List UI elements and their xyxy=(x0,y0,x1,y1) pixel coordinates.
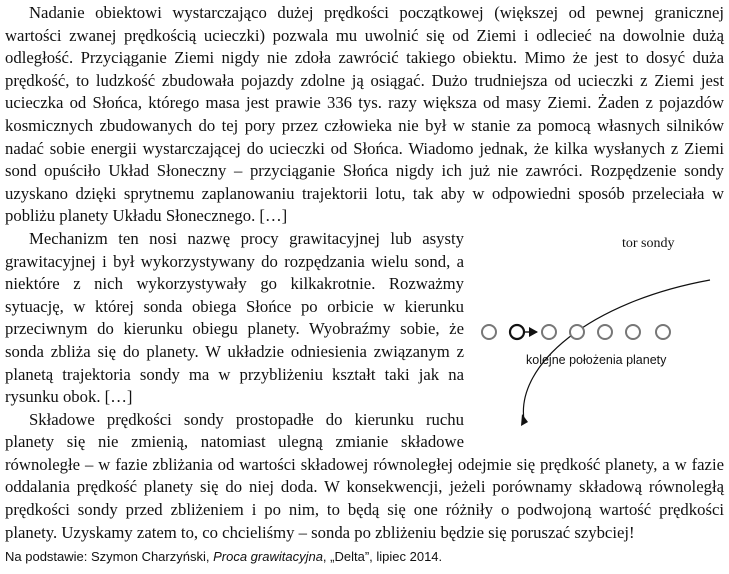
source-suffix: , „Delta”, lipiec 2014. xyxy=(322,549,443,565)
paragraph-3: Składowe prędkości sondy prostopadłe do kierunku ruchu planety się nie zmienią, natomiast ulegną zmianie składowe równoległe – w fazie zbliżania od wartości składowej równoległej odejmie się prędkość planety, a w fazie oddalania prędkość planety się do niej doda. W konsekwencji, jeżeli porównamy składową równoległą prędkości sondy przed zbliżeniem i po nim, to będą się one różniły o podwojoną wartość prędkości planety. Uzyskamy zatem to, co chcieliśmy – sonda po zbliżeniu będzie się poruszać szybciej! xyxy=(5,409,724,542)
planet-position xyxy=(656,325,670,339)
source-citation xyxy=(5,548,724,566)
planet-position xyxy=(542,325,556,339)
planet-position xyxy=(482,325,496,339)
paragraph-2: Mechanizm ten nosi nazwę procy grawitacyjnej lub asysty grawitacyjnej i był wykorzystywany do rozpędzania wielu sond, a niektóre z nich wykorzystywały go kilkakrotnie. Rozważmy sytuację, w której sonda obiega Słońce po orbicie w kierunku przeciwnym do kierunku obiegu planety. Wyobraźmy sobie, że sonda zbliża się do planety. W układzie odniesienia związanym z planetą trajektoria sondy ma w przybliżeniu kształt taki jak na rysunku obok. […] xyxy=(5,228,464,407)
planet-positions xyxy=(482,325,670,339)
probe-arrow xyxy=(521,414,528,426)
source-title: Proca grawitacyjna xyxy=(213,549,323,565)
planet-position xyxy=(570,325,584,339)
planet-position xyxy=(598,325,612,339)
gravity-assist-figure xyxy=(474,230,724,440)
planet-position-current xyxy=(510,325,524,339)
paragraph-1: Nadanie obiektowi wystarczająco dużej prędkości początkowej (większej od pewnej granicznej wartości zwanej prędkością ucieczki) pozwala mu uwolnić się od Ziemi i odlecieć na dowolnie dużą odległość. Przyciąganie Ziemi nigdy nie zdoła zawrócić takiego obiektu. Mimo że jest to dosyć duża prędkość, to ludzkość zbudowała pojazdy zdolne ją osiągać. Dużo trudniejsza od ucieczki z Ziemi jest ucieczka od Słońca, którego masa jest prawie 336 tys. razy większa od masy Ziemi. Żaden z pojazdów kosmicznych zbudowanych do tej pory przez człowieka nie był w stanie za pomocą własnych silników nadać sobie energii wystarczającej do ucieczki od Słońca. Wiadomo jednak, że kilka wysłanych z Ziemi sond opuściło Układ Słoneczny – przyciąganie Słońca nigdy ich już nie zawróci. Rozpędzenie sondy uzyskano dzięki sprytnemu zaplanowaniu trajektorii lotu, tak aby w odpowiedni sposób przeleciała w pobliżu planety Układu Słonecznego. […] xyxy=(5,3,724,226)
gravity-assist-diagram xyxy=(474,230,724,440)
article-page xyxy=(5,2,724,566)
positions-label: kolejne położenia planety xyxy=(526,352,667,367)
probe-trajectory xyxy=(523,280,710,420)
source-prefix: Na podstawie: Szymon Charzyński, xyxy=(5,549,214,565)
planet-position xyxy=(626,325,640,339)
trajectory-label: tor sondy xyxy=(622,235,675,251)
